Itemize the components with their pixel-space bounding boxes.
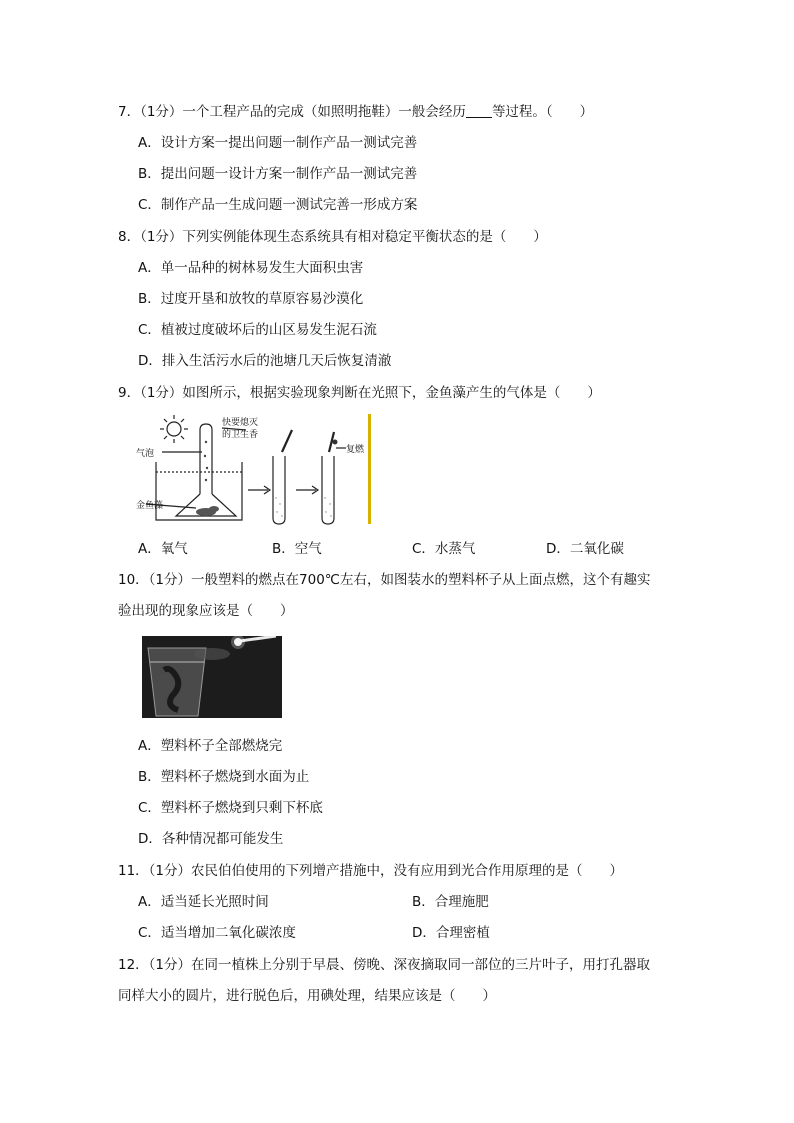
question-9-stem: 9．（1分）如图所示，根据实验现象判断在光照下，金鱼藻产生的气体是（ ） — [118, 385, 601, 401]
question-12-stem-line1: 12．（1分）在同一植株上分别于早晨、傍晚、深夜摘取同一部位的三片叶子，用打孔器取 — [118, 957, 651, 973]
fill-blank — [466, 103, 492, 118]
label-reignite: 复燃 — [346, 445, 365, 455]
question-8-stem: 8．（1分）下列实例能体现生态系统具有相对稳定平衡状态的是（ ） — [118, 229, 547, 245]
test-tube — [273, 456, 285, 524]
sun-icon — [167, 422, 181, 436]
question-7-stem: 7．（1分）一个工程产品的完成（如照明拖鞋）一般会经历 等过程。（ ） — [118, 104, 594, 120]
q11-option-a: A．适当延长光照时间 — [138, 894, 269, 910]
q8-option-b: B．过度开垦和放牧的草原容易沙漠化 — [138, 291, 364, 307]
question-11-stem: 11．（1分）农民伯伯使用的下列增产措施中，没有应用到光合作用原理的是（ ） — [118, 863, 624, 879]
q10-option-c: C．塑料杯子燃烧到只剩下杯底 — [138, 800, 323, 816]
q10-option-d: D．各种情况都可能发生 — [138, 831, 284, 847]
q8-option-c: C．植被过度破坏后的山区易发生泥石流 — [138, 322, 377, 338]
q9-option-c: C．水蒸气 — [412, 541, 476, 557]
q9-option-d: D．二氧化碳 — [546, 541, 624, 557]
inverted-test-tube — [200, 424, 212, 494]
q10-option-a: A．塑料杯子全部燃烧完 — [138, 738, 283, 754]
label-incense-2: 的卫生香 — [222, 430, 259, 440]
q7-option-c: C．制作产品一生成问题一测试完善一形成方案 — [138, 197, 418, 213]
q10-option-b: B．塑料杯子燃烧到水面为止 — [138, 769, 310, 785]
burning-plastic-cup-photo — [142, 636, 282, 718]
photosynthesis-experiment-figure — [136, 412, 376, 526]
q9-option-a: A．氧气 — [138, 541, 188, 557]
question-10-stem-line2: 验出现的现象应该是（ ） — [118, 603, 294, 619]
question-12-stem-line2: 同样大小的圆片，进行脱色后，用碘处理，结果应该是（ ） — [118, 988, 496, 1004]
label-bubble: 气泡 — [136, 449, 155, 459]
q7-option-b: B．提出问题一设计方案一制作产品一测试完善 — [138, 166, 418, 182]
question-10-stem-line1: 10．（1分）一般塑料的燃点在700℃左右，如图装水的塑料杯子从上面点燃，这个有趣实 — [118, 572, 651, 588]
label-incense-1: 快要熄灭 — [222, 418, 259, 428]
q11-option-d: D．合理密植 — [412, 925, 490, 941]
figure-border-line — [368, 414, 371, 524]
q11-option-c: C．适当增加二氧化碳浓度 — [138, 925, 296, 941]
q8-option-d: D．排入生活污水后的池塘几天后恢复清澈 — [138, 353, 392, 369]
q8-option-a: A．单一品种的树林易发生大面积虫害 — [138, 260, 364, 276]
q7-option-a: A．设计方案一提出问题一制作产品一测试完善 — [138, 135, 418, 151]
test-tube — [322, 456, 334, 524]
q9-option-b: B．空气 — [272, 541, 322, 557]
flame-icon — [333, 440, 338, 445]
label-plant: 金鱼藻 — [136, 501, 164, 511]
q11-option-b: B．合理施肥 — [412, 894, 489, 910]
